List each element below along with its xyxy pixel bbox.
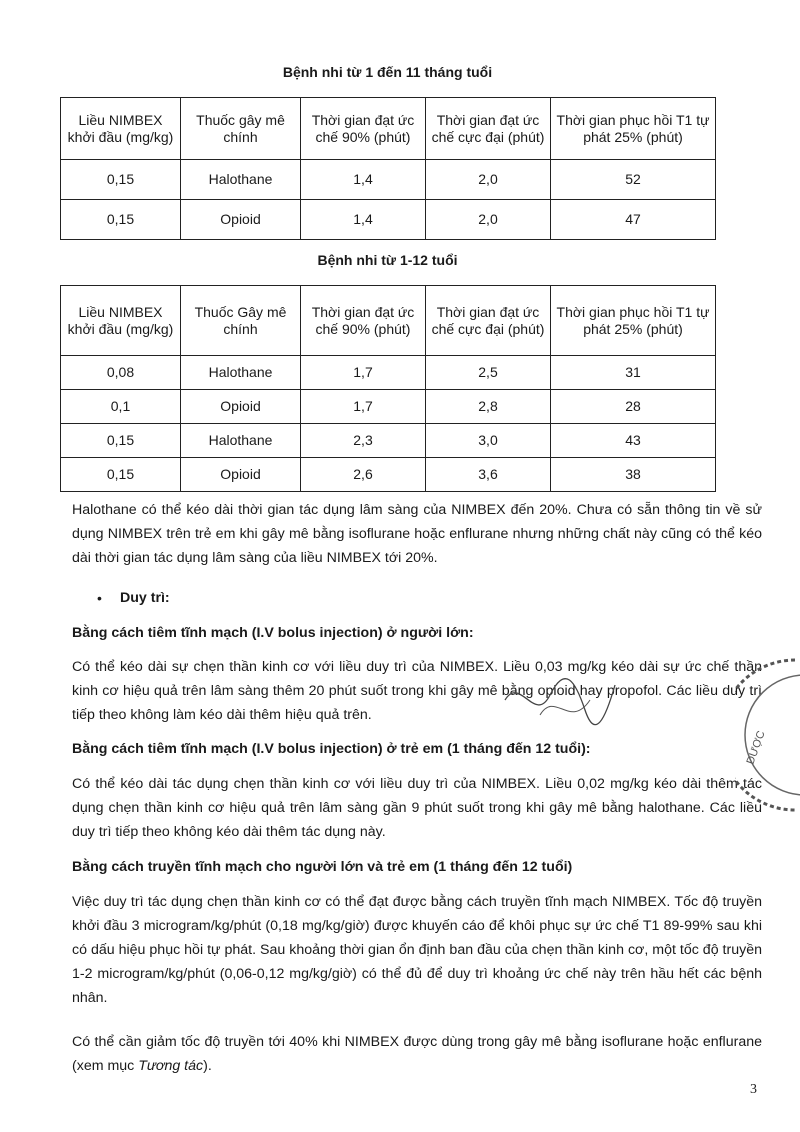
table1-header-row bbox=[61, 98, 716, 160]
stamp-text: DƯỢC bbox=[744, 729, 768, 767]
heading-iv-children: Bằng cách tiêm tĩnh mạch (I.V bolus injection) ở trẻ em (1 tháng đến 12 tuổi): bbox=[72, 741, 591, 757]
table-row bbox=[61, 160, 716, 200]
table-cell: 0,1 bbox=[61, 390, 181, 424]
paragraph-iv-children: Có thể kéo dài tác dụng chẹn thần kinh cơ với liều duy trì của NIMBEX. Liều 0,02 mg/kg kéo dài thêm tác dụng chẹn thần kinh cơ hiệu quả trên lâm sàng gần 9 phút suốt trong khi gây mê bằng halothane. Các liều duy trì tiếp theo không kéo dài thêm tác dụng này. bbox=[72, 776, 762, 840]
table-cell: Halothane bbox=[181, 160, 301, 200]
table-cell: 2,0 bbox=[426, 160, 551, 200]
table1-header-timemax: Thời gian đạt ức chế cực đại (phút) bbox=[426, 98, 551, 160]
heading-iv-adults: Bằng cách tiêm tĩnh mạch (I.V bolus injection) ở người lớn: bbox=[72, 625, 474, 641]
table-cell: 1,7 bbox=[301, 390, 426, 424]
stamp-icon bbox=[735, 655, 800, 815]
table-cell: 0,15 bbox=[61, 200, 181, 240]
table2 bbox=[60, 285, 716, 492]
table-row bbox=[61, 424, 716, 458]
reduce-rate-text: Có thể cần giảm tốc độ truyền tới 40% khi NIMBEX được dùng trong gây mê bằng isoflurane hoặc enflurane (xem mục bbox=[72, 1034, 762, 1074]
table1-header-dose: Liều NIMBEX khởi đầu (mg/kg) bbox=[61, 98, 181, 160]
table-cell: Opioid bbox=[181, 200, 301, 240]
table2-header-row bbox=[61, 286, 716, 356]
table1-header-time90: Thời gian đạt ức chế 90% (phút) bbox=[301, 98, 426, 160]
bullet-maintenance: Duy trì: bbox=[120, 590, 170, 606]
signature-icon bbox=[500, 670, 620, 730]
table2-header-time90: Thời gian đạt ức chế 90% (phút) bbox=[301, 286, 426, 356]
table2-caption: Bệnh nhi từ 1-12 tuổi bbox=[317, 252, 458, 268]
table-cell: 2,3 bbox=[301, 424, 426, 458]
table-cell: 3,0 bbox=[426, 424, 551, 458]
table-cell: 2,6 bbox=[301, 458, 426, 492]
table-cell: 43 bbox=[551, 424, 716, 458]
heading-infusion: Bằng cách truyền tĩnh mạch cho người lớn và trẻ em (1 tháng đến 12 tuổi) bbox=[72, 859, 573, 875]
table2-header-anesthetic: Thuốc Gây mê chính bbox=[181, 286, 301, 356]
table-cell: 1,7 bbox=[301, 356, 426, 390]
table-cell: 2,8 bbox=[426, 390, 551, 424]
table-cell: 1,4 bbox=[301, 200, 426, 240]
table1-header-recovery: Thời gian phục hồi T1 tự phát 25% (phút) bbox=[551, 98, 716, 160]
table-cell: 28 bbox=[551, 390, 716, 424]
table-cell: 52 bbox=[551, 160, 716, 200]
paragraph-halothane: Halothane có thể kéo dài thời gian tác dụng lâm sàng của NIMBEX đến 20%. Chưa có sẵn thông tin về sử dụng NIMBEX trên trẻ em khi gây mê bằng isoflurane hoặc enflurane nhưng những chất này cũng có thể kéo dài thời gian tác dụng lâm sàng của liều NIMBEX tới 20%. bbox=[72, 502, 762, 566]
interaction-reference: Tương tác bbox=[138, 1058, 204, 1074]
table-row bbox=[61, 390, 716, 424]
table2-header-dose: Liều NIMBEX khởi đầu (mg/kg) bbox=[61, 286, 181, 356]
page-number: 3 bbox=[750, 1082, 757, 1097]
table-row bbox=[61, 458, 716, 492]
table-cell: 47 bbox=[551, 200, 716, 240]
paragraph-infusion: Việc duy trì tác dụng chẹn thần kinh cơ có thể đạt được bằng cách truyền tĩnh mạch NIMBEX. Tốc độ truyền khởi đầu 3 microgram/kg/phút (0,18 mg/kg/giờ) được khuyến cáo để khôi phục sự ức chế T1 89-99% sau khi có dấu hiệu phục hồi tự phát. Sau khoảng thời gian ổn định ban đầu của chẹn thần kinh cơ, một tốc độ truyền 1-2 microgram/kg/phút (0,06-0,12 mg/kg/giờ) có thể đủ để duy trì khoảng ức chế này trên hầu hết các bệnh nhân. bbox=[72, 894, 762, 1006]
table-cell: 2,5 bbox=[426, 356, 551, 390]
table-cell: 31 bbox=[551, 356, 716, 390]
table-cell: Opioid bbox=[181, 458, 301, 492]
table1 bbox=[60, 97, 716, 240]
table-cell: 0,08 bbox=[61, 356, 181, 390]
table-row bbox=[61, 200, 716, 240]
table-cell: 38 bbox=[551, 458, 716, 492]
table-cell: Halothane bbox=[181, 424, 301, 458]
paragraph-reduce-rate bbox=[72, 1030, 762, 1078]
table-cell: 3,6 bbox=[426, 458, 551, 492]
bullet-icon: • bbox=[97, 590, 102, 606]
table-cell: 1,4 bbox=[301, 160, 426, 200]
reduce-rate-end: ). bbox=[203, 1058, 212, 1074]
table-cell: 2,0 bbox=[426, 200, 551, 240]
table-cell: 0,15 bbox=[61, 458, 181, 492]
table-cell: 0,15 bbox=[61, 424, 181, 458]
table1-caption: Bệnh nhi từ 1 đến 11 tháng tuổi bbox=[282, 64, 493, 80]
table-cell: Opioid bbox=[181, 390, 301, 424]
table-cell: Halothane bbox=[181, 356, 301, 390]
paragraph-iv-adults: Có thể kéo dài sự chẹn thần kinh cơ với liều duy trì của NIMBEX. Liều 0,03 mg/kg kéo dài sự ức chế thần kinh cơ hiệu quả trên lâm sàng thêm 20 phút suốt trong khi gây mê bằng opioid hay propofol. Các liều duy trì tiếp theo không làm kéo dài thêm hiệu quả trên. bbox=[72, 659, 762, 723]
table-row bbox=[61, 356, 716, 390]
table2-header-timemax: Thời gian đạt ức chế cực đại (phút) bbox=[426, 286, 551, 356]
table-cell: 0,15 bbox=[61, 160, 181, 200]
table2-header-recovery: Thời gian phục hồi T1 tự phát 25% (phút) bbox=[551, 286, 716, 356]
table1-header-anesthetic: Thuốc gây mê chính bbox=[181, 98, 301, 160]
